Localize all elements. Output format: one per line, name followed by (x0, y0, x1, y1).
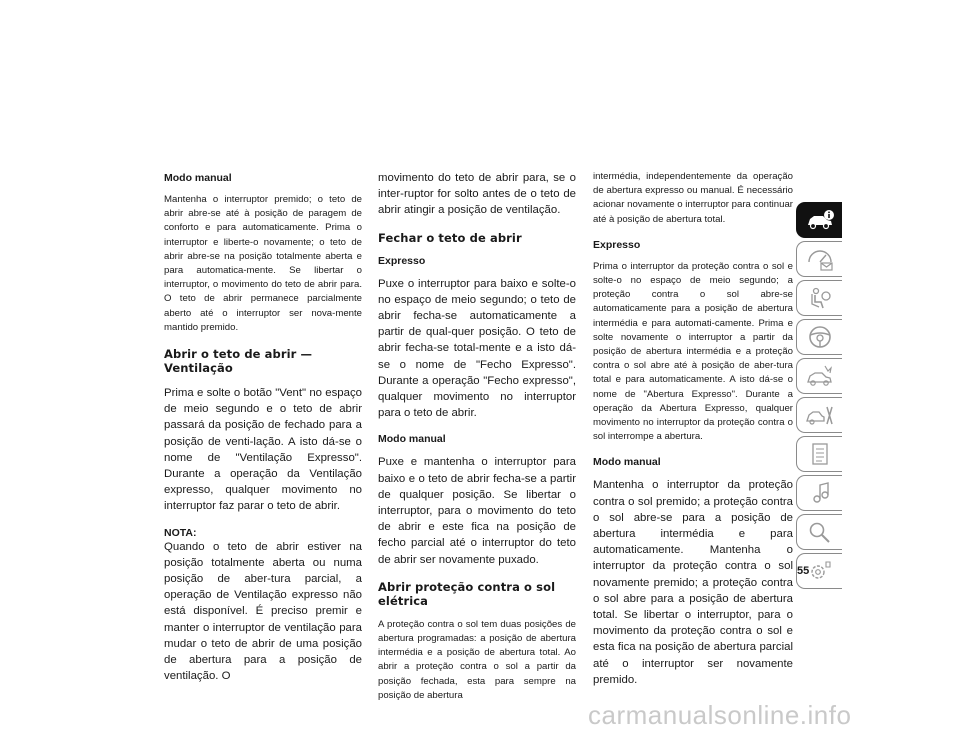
heading-expresso-3: Expresso (593, 238, 641, 251)
page-number: 55 (797, 565, 810, 577)
paragraph-protecao: A proteção contra o sol tem duas posições de abertura programadas: a posição de abertura intermédia e a posição de abertura total. Ao abrir a proteção contra o sol a partir da posição fechada, esta para sempre na posição de abertura (378, 618, 576, 701)
car-info-icon (805, 207, 835, 233)
column-3 (593, 170, 793, 700)
car-crash-icon (805, 363, 835, 389)
car-service-icon (805, 402, 835, 428)
heading-modo-manual-2: Modo manual (378, 433, 446, 446)
heading-modo-manual: Modo manual (164, 172, 232, 184)
steering-wheel-icon (805, 324, 835, 350)
tab-car-service[interactable] (796, 397, 842, 433)
paragraph-ventilacao: Prima e solte o botão "Vent" no espaço de meio segundo e o teto de abrir passará da posição de fechado para a posição de venti-lação. A isto dá-se o nome de "Ventilação Expresso". Durante a operação da Ventilação expresso, qualquer movimento no interruptor faz parar o teto de abrir. (164, 387, 362, 513)
dashboard-warning-icon (805, 246, 835, 272)
tab-airbag-seat[interactable] (796, 280, 842, 316)
checklist-icon (805, 441, 835, 467)
paragraph-continuation: movimento do teto de abrir para, se o inter-ruptor for solto antes de o teto de abrir atingir a posição de ventilação. (378, 172, 576, 217)
airbag-seat-icon (805, 285, 835, 311)
heading-expresso: Expresso (378, 254, 426, 267)
tab-search[interactable] (796, 514, 842, 550)
paragraph-modo-manual-3: Mantenha o interruptor da proteção contra o sol premido; a proteção contra o sol abre-se para a posição de abertura intermédia e para automaticamente. Mantenha o interruptor da proteção contra o sol novamente premido; a proteção contra o sol abre para a posição de abertura total. Se libertar o interruptor, para o movimento da proteção contra o sol e esta fica na posição de abertura parcial até o interruptor ser novamente premido. (593, 479, 793, 686)
search-icon (805, 519, 835, 545)
heading-fechar: Fechar o teto de abrir (378, 230, 522, 245)
tab-music-note[interactable] (796, 475, 842, 511)
heading-modo-manual-3: Modo manual (593, 456, 661, 469)
tab-dashboard-warning[interactable] (796, 241, 842, 277)
chapter-tabs (796, 202, 842, 592)
paragraph-expresso: Puxe o interruptor para baixo e solte-o no espaço de meio segundo; o teto de abrir fecha-se automaticamente a partir de qual-quer posição. O teto de abrir fecha-se total-mente e a isto dá-se o nome de "Fecho Expresso". Durante a operação "Fecho expresso", qualquer movimento no interruptor para o teto de abrir. (378, 277, 576, 420)
watermark: carmanualsonline.info (588, 700, 852, 730)
music-note-icon (805, 480, 835, 506)
paragraph-modo-manual-2: Puxe e mantenha o interruptor para baixo e o teto de abrir fecha-se a partir de qualquer posição. Se libertar o interruptor, para o movimento do teto de abrir e este fica na posição de fecho parcial até o interruptor do teto de abrir ser novamente puxado. (378, 456, 576, 566)
tab-car-crash[interactable] (796, 358, 842, 394)
paragraph-continuation-3: intermédia, independentemente da operação de abertura expresso ou manual. É necessário acionar novamente o interruptor para continuar até à posição de abertura total. (593, 171, 793, 225)
column-1 (164, 170, 362, 696)
heading-protecao: Abrir proteção contra o sol elétrica (378, 579, 556, 608)
note-label: NOTA: (164, 526, 197, 539)
tab-car-info[interactable] (796, 202, 842, 238)
tab-checklist[interactable] (796, 436, 842, 472)
column-2 (378, 170, 576, 715)
paragraph-expresso-3: Prima o interruptor da proteção contra o sol e solte-o no espaço de meio segundo; a proteção contra o sol abre-se automaticamente para a posição de abertura intermédia e para automati-camente. Prima e solte novamente o interruptor a partir da posição de abertura intermédia e a proteção contra o sol abre até à posição de aber-tura total e para automaticamente. A isto dá-se o nome de "Abertura Expresso". Durante a operação da Abertura Expresso, qualquer movimento no interruptor da proteção contra o sol interrompe a abertura. (593, 260, 793, 443)
paragraph-modo-manual: Mantenha o interruptor premido; o teto de abrir abre-se até à posição de paragem de conforto e para automaticamente. Prima o interruptor e liberte-o novamente; o teto de abrir abre-se na posição totalmente aberta e para automatica-mente. Se libertar o interruptor, o movimento do teto de abrir para. O teto de abrir permanece parcialmente aberto até o interruptor ser nova-mente mantido premido. (164, 194, 362, 333)
note-text: Quando o teto de abrir estiver na posição totalmente aberta ou numa posição de aber-tura parcial, a operação de Ventilação expresso não está disponível. É preciso premir e manter o interruptor de ventilação para mudar o teto de abrir de uma posição de abertura para a posição de ventilação. O (164, 540, 362, 683)
heading-ventilacao: Abrir o teto de abrir — Ventilação (164, 347, 313, 376)
tab-steering-wheel[interactable] (796, 319, 842, 355)
